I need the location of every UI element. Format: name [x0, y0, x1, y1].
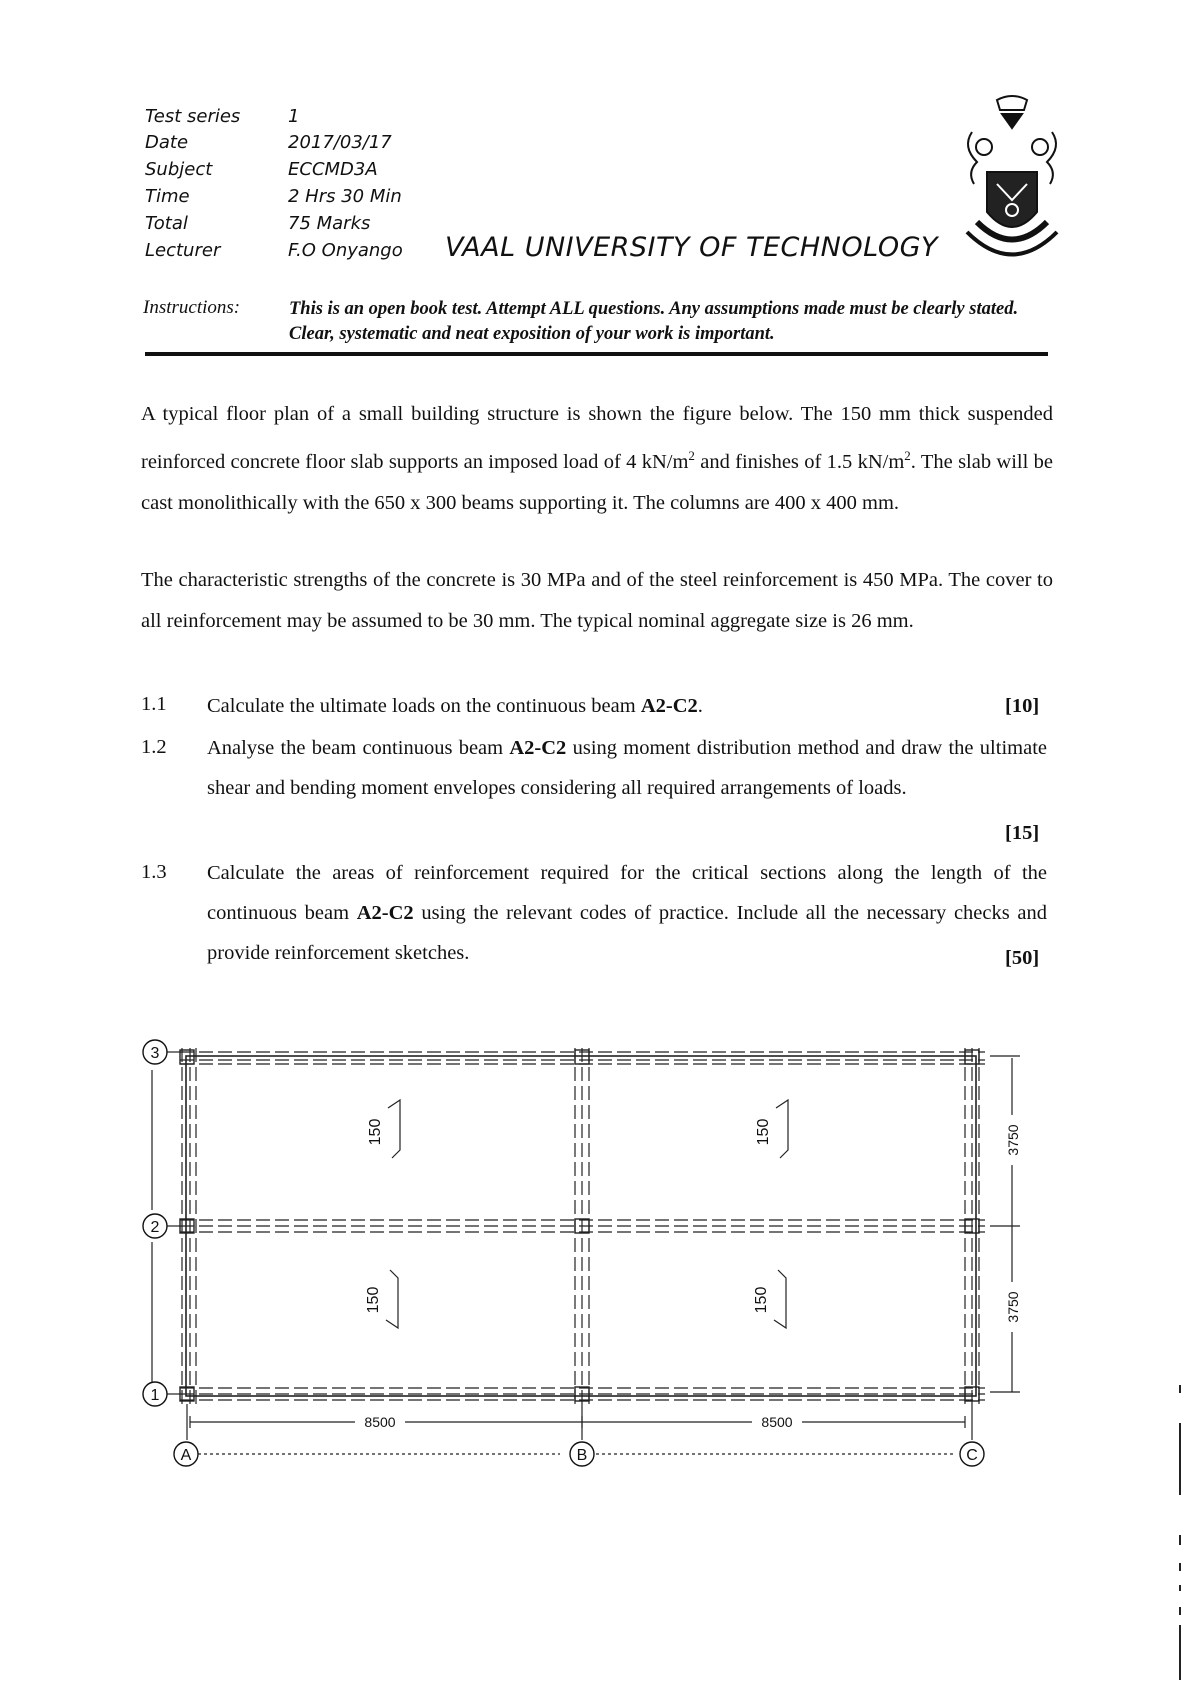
question-post: .	[697, 695, 703, 717]
grid-label-1: 1	[150, 1387, 160, 1404]
header-value: F.O Onyango	[288, 240, 403, 261]
question-post: using the relevant codes of practice. Include all the necessary checks and provide reinforcement sketches.	[207, 902, 1047, 964]
header-label: Total	[145, 213, 188, 234]
beam-ref: A2-C2	[509, 737, 567, 759]
grid-label-2: 2	[150, 1219, 160, 1236]
question-marks: [15]	[1005, 822, 1040, 844]
slab-thickness-label: 150	[753, 1286, 770, 1314]
header-divider	[145, 352, 1048, 356]
span-label-bc: 8500	[761, 1414, 793, 1430]
superscript-2: 2	[904, 448, 911, 463]
university-name: VAAL UNIVERSITY OF TECHNOLOGY	[445, 232, 938, 263]
question-text	[207, 728, 1047, 808]
para1-part-b: and finishes of 1.5 kN/m	[694, 450, 905, 473]
question-pre: Analyse the beam continuous beam	[207, 737, 510, 759]
grid-label-C: C	[966, 1447, 978, 1464]
header-value: 75 Marks	[288, 213, 371, 234]
slab-thickness-label: 150	[755, 1118, 772, 1146]
problem-paragraph-2: The characteristic strengths of the concrete is 30 MPa and of the steel reinforcement is 450 MPa. The cover to all reinforcement may be assumed to be 30 mm. The typical nominal aggregate size is 26 mm.	[141, 569, 1053, 632]
slab-thickness-label: 150	[367, 1118, 384, 1146]
height-label-lower: 3750	[1005, 1291, 1021, 1323]
question-post: using moment distribution method and draw the ultimate shear and bending moment envelopes considering all required arrangements of loads.	[207, 737, 1047, 799]
question-number: 1.3	[141, 861, 167, 883]
grid-label-B: B	[576, 1447, 588, 1464]
instructions-text: This is an open book test. Attempt ALL questions. Any assumptions made must be clearly stated. Clear, systematic and neat exposition of your work is important.	[289, 299, 1019, 344]
superscript-2: 2	[688, 448, 695, 463]
floor-plan-drawing	[0, 1020, 1200, 1520]
header-value: 2 Hrs 30 Min	[288, 186, 402, 207]
question-pre: Calculate the areas of reinforcement required for the critical sections along the length of the continuous beam	[207, 862, 1047, 924]
question-text	[207, 693, 1047, 719]
header-label: Test series	[145, 106, 241, 127]
slab-thickness-label: 150	[365, 1286, 382, 1314]
header-value: 1	[288, 106, 300, 127]
span-label-ab: 8500	[364, 1414, 396, 1430]
question-text	[207, 853, 1047, 973]
grid-label-A: A	[180, 1447, 192, 1464]
university-crest-logo	[952, 92, 1072, 272]
para1-part-a: A typical floor plan of a small building structure is shown the figure below. The 150 mm thick suspended reinforced concrete floor slab supports an imposed load of 4 kN/m	[141, 403, 1053, 473]
question-marks: [10]	[1005, 695, 1040, 717]
header-label: Time	[145, 186, 190, 207]
question-marks: [50]	[1005, 947, 1040, 969]
question-number: 1.1	[141, 693, 167, 715]
question-number: 1.2	[141, 736, 167, 758]
header-label: Lecturer	[145, 240, 221, 261]
para1-part-c: . The slab will be cast monolithically with the 650 x 300 beams supporting it. The columns are 400 x 400 mm.	[141, 450, 1053, 514]
height-label-upper: 3750	[1005, 1124, 1021, 1156]
beam-ref: A2-C2	[640, 695, 698, 717]
instructions-label: Instructions:	[143, 297, 241, 318]
header-label: Subject	[145, 159, 213, 180]
question-pre: Calculate the ultimate loads on the continuous beam	[207, 695, 641, 717]
header-label: Date	[145, 132, 189, 153]
scan-margin-marks	[1170, 1385, 1190, 1685]
grid-label-3: 3	[150, 1045, 160, 1062]
header-value: ECCMD3A	[288, 159, 378, 180]
problem-paragraph-1	[141, 394, 1053, 524]
beam-ref: A2-C2	[356, 902, 414, 924]
header-value: 2017/03/17	[288, 132, 392, 153]
